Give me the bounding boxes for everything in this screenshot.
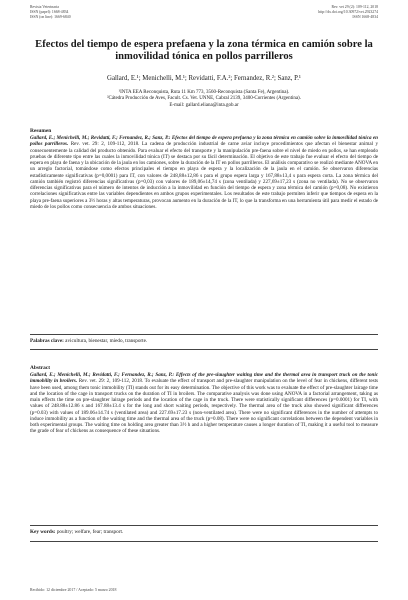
divider: [30, 334, 378, 335]
contact-email[interactable]: E-mail: gallard.eliana@inta.gob.ar: [169, 102, 239, 108]
abstract-heading: Abstract: [30, 365, 51, 371]
resumen-body: [30, 135, 378, 210]
divider: [30, 541, 378, 542]
journal-citation: Rev. vet 29 (2): 109-112, 2018: [331, 5, 378, 9]
affiliation-1: ¹INTA EEA Reconquista, Ruta 11 Km 773, 3560-Reconquista (Santa Fe), Argentina).: [118, 90, 290, 95]
key-words-label: Key words:: [30, 529, 56, 535]
divider: [30, 525, 378, 526]
running-head-left: [30, 5, 71, 19]
running-head: [30, 5, 378, 25]
palabras-clave-label: Palabras clave:: [30, 338, 64, 344]
key-words-text: poultry; welfare, fear; transport.: [55, 529, 124, 535]
issn-short: ISSN 1668-4834: [352, 14, 378, 19]
abstract-text: Rev. vet. 29: 2, 109-112, 2018. To evaluate the effect of transport and pre-slaughter manipulation on the level of fear in chickens, different tests have been used, among them tonic immobility (TI) stands out for its easy determination. The objective of this work was to evaluate the effect of pre-slaughter lairage time and the location of the cage in transport trucks on the duration of TI in broilers. The comparative analysis was done using ANOVA in a factorial arrangement, taking as main effects the time on pre-slaughter lairage periods and the location of the cage in the truck. There were statistically significant differences (p=0.0001) for TI, with values of 248.88±12.86 s and 167.88±13.4 s for the long and short waiting periods, respectively. The thermal area of the truck also showed significant differences (p=0.03) with values of 189.06±14.74 s (ventilated area) and 227.69±17.23 s (non-ventilated area). There were no significant differences in the number of attempts to induce immobility as a function of the waiting time and the thermal area of the truck (p=0.08). There were no significant correlations between the dependent variables in both experimental groups. The waiting time on holding area greater than 3½ h and a higher temperature causes a longer duration of TI, making it a useful tool to measure the grade of fear of chickens as consequence of these situations.: [30, 378, 378, 435]
paper-title: Efectos del tiempo de espera prefaena y la zona térmica en camión sobre la inmovilidad tónica en pollos parrilleros: [35, 39, 373, 63]
issn-print: ISSN (papel): 1668-4834: [30, 9, 69, 14]
abstract-citation: Gallard, E.; Menichelli, M.; Revidatti, F.; Fernandez, R.; Sanz, P.: Effects of the pre-slaughter waiting time and the thermal area in transport truck on the tonic immobility in broilers.: [30, 372, 378, 385]
divider: [30, 349, 378, 350]
running-head-right: [318, 5, 378, 19]
palabras-clave-text: avicultura, bienestar, miedo, transporte.: [63, 338, 148, 344]
author-list: Gallard, E.¹; Menichelli, M.¹; Revidatti, F.A.²; Fernandez, R.²; Sanz, P.¹: [107, 75, 301, 82]
resumen-heading: Resumen: [30, 128, 52, 134]
resumen-citation: Gallard, E.; Menichelli, M.; Revidatti, F.; Fernandez, R.; Sanz, P.: Efectos del tiempo de espera prefaena y la zona térmica en camión sobre la inmovilidad tónica en pollos parrilleros.: [30, 135, 378, 148]
doi-link[interactable]: http://dx.doi.org/10.30972/vet.2923274: [318, 9, 378, 14]
affiliations: [30, 90, 378, 109]
journal-name: Revista Veterinaria: [30, 5, 59, 9]
issn-online: ISSN (on line): 1669-6840: [30, 14, 71, 19]
abstract-body: [30, 372, 378, 435]
resumen-text: Rev. vet. 29: 2, 109-112, 2018. La cadena de producción industrial de carne aviar incluye procedimientos que afectan el bienestar animal y consecuentemente la calidad del producto obtenido. Para evaluar el efecto del transporte y la manipulación pre-faena sobre el nivel de miedo en pollos, se han empleado pruebas de diferente tipo entre las cuales la inmovilidad tónica (IT) se destaca por su fácil determinación. El objetivo de este trabajo fue evaluar el efecto del tiempo de espera en playa de faena y la ubicación de la jaula en los camiones, sobre la duración de la IT en pollos parrilleros. El análisis comparativo se realizó mediante ANOVA en un arreglo factorial, tomándose como efectos principales el tiempo en playa de espera y la localización de la jaula en el camión. Se observaron diferencias estadísticamente significativas (p=0,0001) para IT, con valores de 248,88±12,86 s para el grupo espera larga y 167,88±13,4 s para espera corta. La zona térmica del camión también registró diferencias significativas (p=0,03) con valores de 189,06±14,74 s (zona ventilada) y 227,69±17,23 s (zona no ventilada). No se observaron diferencias significativas para el número de intentos de inducción a la inmovilidad en función del tiempo de espera y zona térmica del camión (p=0,08). No existieron correlaciones significativas entre las variables dependientes en ambos grupos experimentales. Los resultados de este trabajo permiten inferir que tiempos de espera en la playa pre-faena superiores a 3½ horas y altas temperaturas, provocan aumento en la duración de la IT, lo que la transforma en una herramienta útil para medir el estado de miedo de los pollos como consecuencia de ambos situaciones.: [30, 141, 379, 210]
palabras-clave: [30, 338, 378, 344]
received-accepted-dates: Recibido: 12 diciembre 2017 / Aceptado: 5 marzo 2018: [30, 588, 117, 592]
affiliation-2: ²Cátedra Producción de Aves, Facult. Cs. Vet. UNNE, Cabral 2139, 3400-Corrientes (Argentina).: [107, 96, 301, 102]
key-words: [30, 529, 378, 535]
